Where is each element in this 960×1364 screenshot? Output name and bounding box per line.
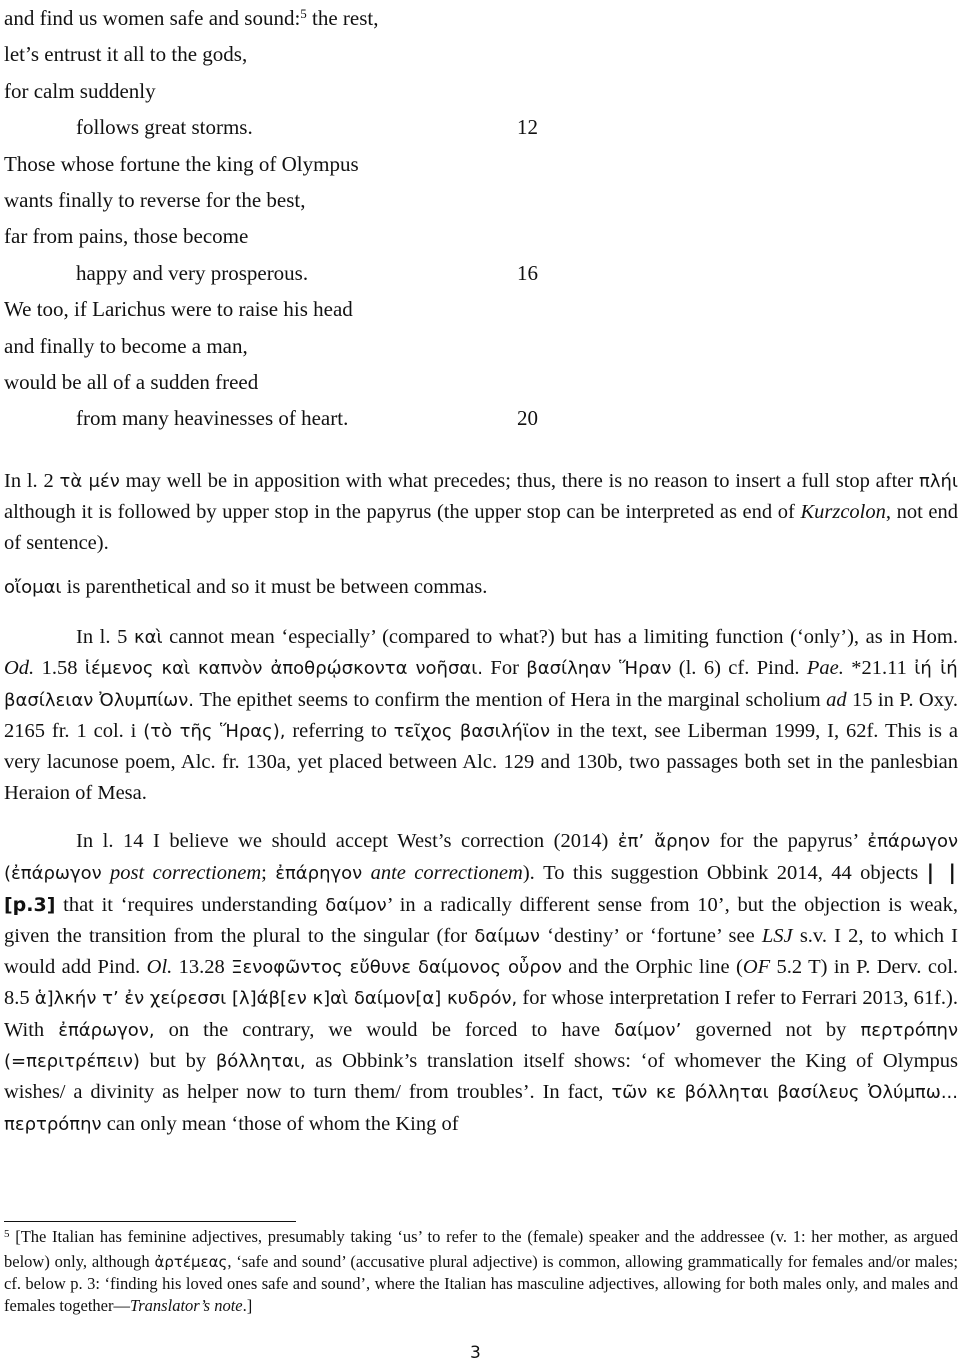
page-break-bars: | | [926, 860, 958, 885]
text-run: and the Orphic line ( [561, 956, 743, 979]
text-run: cannot mean ‘especially’ (compared to what?) but has a limiting function (‘only’), as in Hom. [162, 626, 958, 649]
poem-line [4, 36, 564, 72]
italic-term: Od. [4, 657, 35, 680]
text-run: , not end of sentence). [4, 501, 958, 554]
text-run: s.v. I 2, to which I would add Pind. [4, 924, 958, 979]
poem-line [4, 73, 564, 109]
greek-quote: ἐπάρωγον (ἐπάρωγον [4, 830, 959, 885]
greek-quote: πλήι [919, 471, 958, 492]
commentary-paragraph [4, 622, 958, 808]
greek-quote: τῶν κε βόλληται βασίλευς Ὀλύμπω... περτρόπην [4, 1082, 958, 1135]
commentary-paragraph [4, 466, 958, 558]
italic-term: Ol. [146, 956, 173, 979]
poem-line [4, 255, 564, 291]
text-run: In l. 2 [4, 470, 60, 492]
greek-quote: ἐπάρηγον [275, 863, 363, 885]
poem-line-text: and finally to become a man, [4, 333, 248, 358]
text-run: although it is followed by upper stop in the papyrus (the upper stop can be interpreted as end of [4, 501, 801, 524]
commentary-paragraph [4, 572, 958, 603]
poem-line-text: happy and very prosperous. [76, 260, 309, 285]
greek-quote: ἐπάρωγον, [58, 1019, 155, 1041]
text-run: , ‘safe and sound’ (accusative plural adjective) is common, allowing grammatically for females and/or males; cf. below p. 3: ‘finding his loved ones safe and sound’, where the Italian has masculine adjectives, allowing for both males only, and males and females together— [4, 1251, 958, 1315]
text-run: 5.2 T) in P. Derv. col. 8.5 [4, 956, 959, 1010]
footnote-number: 5 [4, 1228, 10, 1240]
greek-quote: (τὸ τῆς Ἥρας), [143, 721, 286, 743]
poem-line [4, 182, 564, 218]
text-run: 1.58 [34, 657, 85, 680]
text-run: In l. 14 I believe we should accept West’s correction (2014) [76, 829, 618, 852]
greek-quote: καὶ [133, 627, 163, 649]
greek-quote: ἁ]λκήν τ’ ἐν χείρεσσι [λ]άβ[εν κ]αὶ δαίμον[α] κυδρόν, [34, 988, 518, 1010]
poem-line-text: wants finally to reverse for the best, [4, 187, 306, 212]
poem-line [4, 291, 564, 327]
poem-line [4, 328, 564, 364]
poem-line-text-after: the rest, [306, 6, 379, 30]
poem-line-text: would be all of a sudden freed [4, 369, 259, 394]
greek-quote: τεῖχος βασιλήϊον [393, 721, 550, 743]
text-run: 13.28 [172, 956, 232, 979]
text-run: (l. 6) cf. Pind. [671, 657, 807, 680]
greek-quote: περτρόπην (=περιτρέπειν) [4, 1019, 959, 1073]
italic-term: post correctionem [101, 862, 262, 885]
text-run: ). To this suggestion Obbink 2014, 44 objects [522, 862, 927, 885]
text-run: governed not by [681, 1018, 861, 1041]
poem-line-text: Those whose fortune the king of Olympus [4, 151, 359, 176]
poem-line-text: for calm suddenly [4, 78, 156, 103]
poem-line [4, 400, 564, 436]
poem-line [4, 146, 564, 182]
greek-quote: ἰή ἰή βασίλειαν Ὀλυμπίων. [4, 658, 958, 711]
text-run: in the text, see Liberman 1999, I, 62f. This is a very lacunose poem, Alc. fr. 130a, yet placed between Alc. 129 and 130b, two passages both set in the panlesbian Heraion of Mesa. [4, 720, 958, 804]
line-number: 12 [517, 115, 538, 140]
text-run: for whose interpretation I refer to Ferrari 2013, 61f.). With [4, 987, 958, 1041]
greek-quote: βόλληται, [215, 1051, 306, 1073]
footnote-separator [4, 1221, 296, 1222]
text-run: ‘destiny’ or ‘fortune’ see [539, 924, 762, 947]
commentary-paragraph [4, 826, 958, 1140]
text-run: ’ in a radically different sense from 10’, but the objection is weak, given the transition from the plural to the singular (for [4, 893, 958, 947]
poem-line-text: We too, if Larichus were to raise his head [4, 297, 353, 322]
poem-line-text: and find us women safe and sound: [4, 6, 301, 30]
poem-line-text: far from pains, those become [4, 224, 249, 249]
text-run: *21.11 [843, 657, 915, 680]
footnote-ref[interactable]: 5 [300, 6, 307, 21]
poem-line [4, 0, 564, 36]
greek-quote: τὰ μέν [59, 471, 120, 492]
footnote [4, 1226, 958, 1316]
italic-term: ad [826, 688, 847, 711]
greek-quote: δαίμων [474, 925, 540, 947]
poem-translation [4, 0, 564, 437]
poem-line-text: follows great storms. [76, 115, 253, 140]
poem-line [4, 109, 564, 145]
text-run: that it ‘requires understanding [55, 893, 326, 916]
italic-term: Translator’s note [130, 1295, 243, 1315]
text-run: 15 in P. Oxy. 2165 fr. 1 col. i [4, 688, 958, 743]
text-run: may well be in apposition with what precedes; thus, there is no reason to insert a full stop after [119, 470, 919, 492]
text-run: can only mean ‘those of whom the King of [101, 1112, 459, 1135]
poem-line [4, 364, 564, 400]
text-run: as Obbink’s translation itself shows: ‘of whomever the King of Olympus wishes/ a divinity as helper now to turn them/ from troubles’. In fact, [4, 1050, 959, 1104]
text-run: ; [261, 862, 276, 885]
text-run: referring to [285, 720, 394, 743]
text-run: .] [242, 1295, 253, 1315]
text-run: but by [139, 1050, 216, 1073]
page-number: 3 [470, 1343, 481, 1363]
page-marker: [p.3] [4, 893, 56, 916]
poem-line-text: let’s entrust it all to the gods, [4, 42, 248, 67]
greek-quote: Ξενοφῶντος εὔθυνε δαίμονος οὖρον [231, 957, 562, 979]
text-run: is parenthetical and so it must be between commas. [61, 575, 488, 598]
italic-term: Kurzcolon [800, 501, 886, 524]
greek-quote: ἐπ’ ἄρηον [617, 830, 711, 852]
line-number: 16 [517, 260, 538, 285]
greek-quote: ἀρτέμεας [154, 1252, 228, 1271]
poem-line-text: from many heavinesses of heart. [76, 406, 349, 431]
text-run: For [483, 657, 527, 680]
poem-line [4, 218, 564, 254]
greek-quote: ἱέμενος καὶ καπνὸν ἀποθρῴσκοντα νοῆσαι. [84, 658, 484, 680]
text-run: [The Italian has feminine adjectives, presumably taking ‘us’ to refer to the (female) speaker and the addressee (v. 1: her mother, as argued below) only, although [4, 1227, 958, 1271]
greek-quote: βασίληαν Ἥραν [526, 658, 672, 680]
italic-term: LSJ [761, 924, 793, 947]
text-run: on the contrary, we would be forced to have [154, 1018, 615, 1041]
greek-quote: οἴομαι [4, 576, 62, 598]
text-run: In l. 5 [76, 626, 134, 649]
greek-quote: δαίμον’ [614, 1019, 682, 1041]
italic-term: ante correctionem [362, 862, 523, 885]
text-run: for the papyrus’ [710, 829, 868, 852]
text-run: The epithet seems to confirm the mention of Hera in the marginal scholium [194, 688, 827, 711]
italic-term: Pae. [806, 657, 844, 680]
line-number: 20 [517, 406, 538, 431]
italic-term: OF [742, 956, 771, 979]
greek-quote: δαίμον [325, 894, 387, 916]
commentary [4, 466, 958, 1140]
